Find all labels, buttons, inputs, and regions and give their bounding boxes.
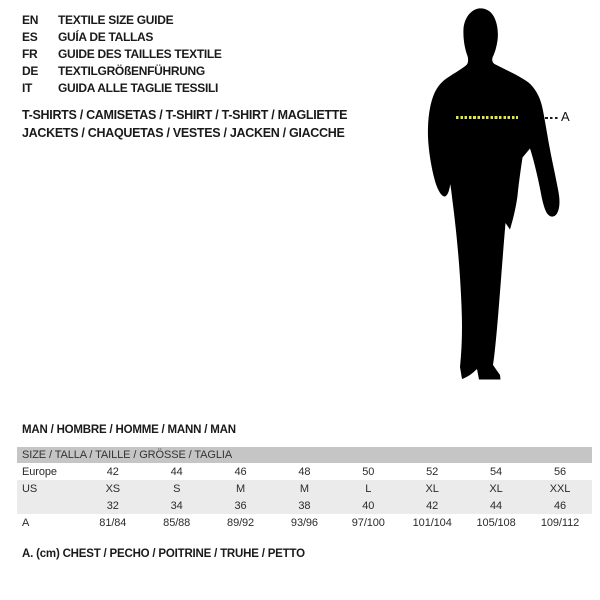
table-cell: 50 <box>362 465 375 478</box>
table-cell: 46 <box>234 465 247 478</box>
language-code: IT <box>22 81 33 95</box>
table-cell: XS <box>81 480 145 497</box>
table-cell: 44 <box>464 497 528 514</box>
language-code: ES <box>22 30 38 44</box>
size-table <box>17 447 592 531</box>
language-label: GUÍA DE TALLAS <box>58 30 154 44</box>
row-label: A <box>22 516 30 529</box>
language-label: GUIDA ALLE TAGLIE TESSILI <box>58 81 219 95</box>
table-cell: 81/84 <box>99 516 127 529</box>
table-row-us-numeric <box>17 497 592 514</box>
table-header-row <box>17 447 592 463</box>
table-cell: 38 <box>273 497 337 514</box>
table-cell: 97/100 <box>351 516 385 529</box>
row-label <box>17 497 81 514</box>
measure-label-a: A <box>561 109 570 124</box>
table-cell: 36 <box>209 497 273 514</box>
table-cell: 32 <box>81 497 145 514</box>
table-cell: 42 <box>400 497 464 514</box>
table-cell: XL <box>400 480 464 497</box>
chest-measure-leader-dashes <box>545 117 559 119</box>
table-cell: 54 <box>490 465 503 478</box>
row-label: Europe <box>22 465 57 478</box>
table-cell: 34 <box>145 497 209 514</box>
table-cell: 52 <box>426 465 439 478</box>
table-cell: 109/112 <box>540 516 580 529</box>
table-cell: 85/88 <box>163 516 191 529</box>
language-code: DE <box>22 64 39 78</box>
table-cell: 101/104 <box>412 516 452 529</box>
table-cell: 56 <box>553 465 567 478</box>
table-header-label: SIZE / TALLA / TAILLE / GRÖSSE / TAGLIA <box>17 447 592 463</box>
category-tshirts: T-SHIRTS / CAMISETAS / T-SHIRT / T-SHIRT / MAGLIETTE <box>22 108 348 122</box>
table-cell: 105/108 <box>476 516 516 529</box>
table-row-us <box>17 480 592 497</box>
row-label: US <box>17 480 81 497</box>
table-cell: XL <box>464 480 528 497</box>
language-label: TEXTILE SIZE GUIDE <box>58 13 174 27</box>
chest-measure-dashes <box>456 116 518 119</box>
table-cell: M <box>273 480 337 497</box>
table-cell: 44 <box>170 465 183 478</box>
section-title-man: MAN / HOMBRE / HOMME / MANN / MAN <box>22 424 236 436</box>
category-jackets: JACKETS / CHAQUETAS / VESTES / JACKEN / GIACCHE <box>22 125 345 140</box>
table-cell: L <box>336 480 400 497</box>
table-cell: 42 <box>106 465 119 478</box>
table-cell: 40 <box>336 497 400 514</box>
measurement-footnote: A. (cm) CHEST / PECHO / POITRINE / TRUHE / PETTO <box>22 548 305 560</box>
table-row-europe <box>17 463 592 480</box>
language-code: FR <box>22 47 38 61</box>
language-label: GUIDE DES TAILLES TEXTILE <box>58 47 222 61</box>
table-cell: S <box>145 480 209 497</box>
table-row-chest-a <box>17 514 592 531</box>
language-label: TEXTILGRÖßENFÜHRUNG <box>58 64 205 78</box>
language-code: EN <box>22 13 39 27</box>
table-cell: M <box>209 480 273 497</box>
table-cell: 48 <box>298 465 311 478</box>
table-cell: 46 <box>528 497 592 514</box>
table-cell: XXL <box>528 480 592 497</box>
table-cell: 89/92 <box>227 516 255 529</box>
table-cell: 93/96 <box>290 516 318 529</box>
